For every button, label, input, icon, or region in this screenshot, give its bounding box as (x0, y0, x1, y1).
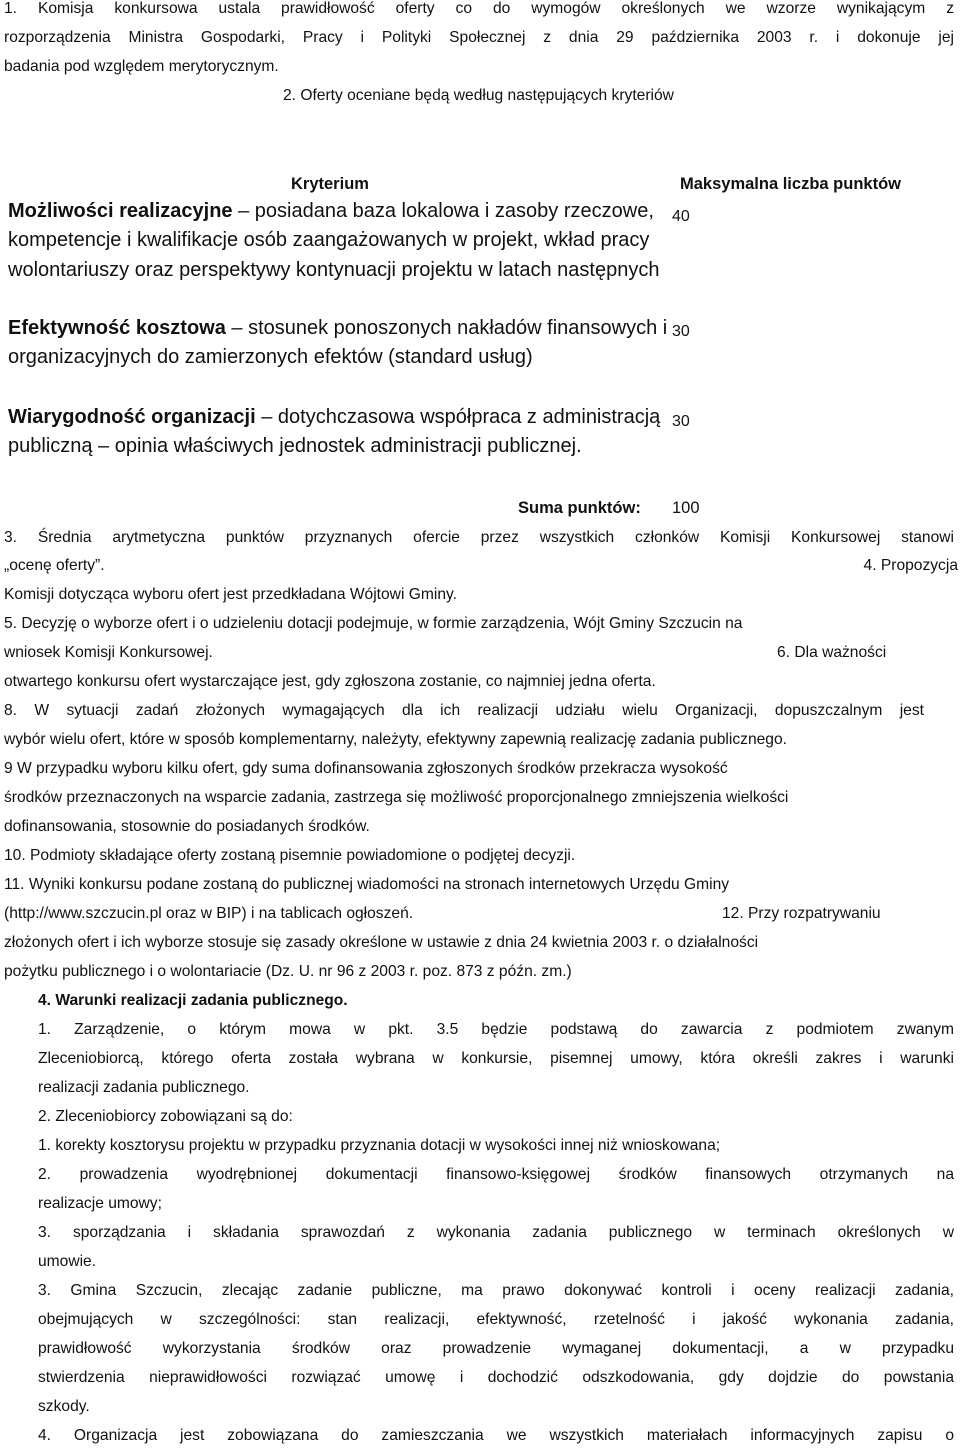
criterion-row-1 (8, 197, 668, 285)
intro-point-2: 2. Oferty oceniane będą według następujących kryteriów (283, 87, 674, 104)
point-5-line-1: 5. Decyzję o wyborze ofert i o udzieleniu dotacji podejmuje, w formie zarządzenia, Wójt Gminy Szczucin na (4, 615, 743, 632)
point-3-4-line (4, 557, 958, 575)
criterion-points-1: 40 (672, 208, 690, 225)
point-9-line-2: środków przeznaczonych na wsparcie zadania, zastrzega się możliwość proporcjonalnego zmniejszenia wielkości (4, 789, 789, 806)
point-5-line-2: wniosek Komisji Konkursowej. (4, 644, 213, 661)
section-4-3-line-3: prawidłowość wykorzystania środków oraz prowadzenie wymaganej dokumentacji, a w przypadku (38, 1340, 954, 1357)
point-4-line-1: 4. Propozycja (863, 557, 958, 574)
table-header-points: Maksymalna liczba punktów (680, 175, 901, 193)
section-4-2-item-3-line-1: 3. sporządzania i składania sprawozdań z wykonania zadania publicznego w terminach określonych w (38, 1224, 954, 1241)
section-4-2-item-2-line-2: realizacje umowy; (38, 1195, 162, 1212)
sum-label: Suma punktów: (518, 499, 641, 517)
point-12-line-1: 12. Przy rozpatrywaniu (722, 905, 881, 922)
point-11-12-line (4, 905, 914, 923)
section-4-3-line-1: 3. Gmina Szczucin, zlecając zadanie publiczne, ma prawo dokonywać kontroli i oceny realizacji zadania, (38, 1282, 954, 1299)
criterion-row-3 (8, 403, 668, 462)
point-12-line-2: złożonych ofert i ich wyborze stosuje się zasady określone w ustawie z dnia 24 kwietnia 2003 r. o działalności (4, 934, 759, 951)
section-4-3-line-2: obejmujących w szczególności: stan realizacji, efektywność, rzetelność i jakość wykonania zadania, (38, 1311, 954, 1328)
point-3-line-1: 3. Średnia arytmetyczna punktów przyznanych ofercie przez wszystkich członków Komisji Konkursowej stanowi (4, 529, 954, 546)
point-5-6-line (4, 644, 912, 662)
criterion-points-3: 30 (672, 413, 690, 430)
section-4-2-item-3-line-2: umowie. (38, 1253, 97, 1270)
point-9-line-3: dofinansowania, stosownie do posiadanych środków. (4, 818, 370, 835)
section-4-1-line-1: 1. Zarządzenie, o którym mowa w pkt. 3.5 będzie podstawą do zawarcia z podmiotem zwanym (38, 1021, 954, 1038)
criterion-name: Możliwości realizacyjne (8, 200, 233, 222)
section-4-3-line-5: szkody. (38, 1398, 90, 1415)
point-4-line-2: Komisji dotycząca wyboru ofert jest przedkładana Wójtowi Gminy. (4, 586, 457, 603)
criterion-points-2: 30 (672, 323, 690, 340)
point-10: 10. Podmioty składające oferty zostaną pisemnie powiadomione o podjętej decyzji. (4, 847, 576, 864)
point-11-line-2: (http://www.szczucin.pl oraz w BIP) i na tablicach ogłoszeń. (4, 905, 414, 922)
intro-line-1: 1. Komisja konkursowa ustala prawidłowość oferty co do wymogów określonych we wzorze wynikającym z (4, 0, 954, 17)
section-4-4-line-1: 4. Organizacja jest zobowiązana do zamieszczania we wszystkich materiałach informacyjnych zapisu o (38, 1427, 954, 1444)
point-8-line-2: wybór wielu ofert, które w sposób komplementarny, należyty, efektywny zapewnią realizację zadania publicznego. (4, 731, 787, 748)
criterion-description: – posiadana baza lokalowa i zasoby rzeczowe, kompetencje i kwalifikacje osób zaangażowanych w projekt, wkład pracy wolontariuszy oraz perspektywy kontynuacji projektu w latach następnych (8, 200, 660, 281)
criterion-description: – dotychczasowa współpraca z administracją publiczną – opinia właściwych jednostek administracji publicznej. (8, 406, 661, 458)
criterion-name: Efektywność kosztowa (8, 317, 226, 339)
point-6-line-2: otwartego konkursu ofert wystarczające jest, gdy zgłoszona zostanie, co najmniej jedna oferta. (4, 673, 656, 690)
intro-line-2: rozporządzenia Ministra Gospodarki, Pracy i Polityki Społecznej z dnia 29 października 2003 r. i dokonuje jej (4, 29, 954, 46)
section-4-1-line-2: Zleceniobiorcą, którego oferta została wybrana w konkursie, pisemnej umowy, która określi zakres i warunki (38, 1050, 954, 1067)
section-4-3-line-4: stwierdzenia nieprawidłowości rozwiązać umowę i dochodzić odszkodowania, gdy dojdzie do powstania (38, 1369, 954, 1386)
sum-value: 100 (672, 499, 700, 517)
point-3-line-2: „ocenę oferty”. (4, 557, 105, 574)
section-4-1-line-3: realizacji zadania publicznego. (38, 1079, 250, 1096)
point-12-line-3: pożytku publicznego i o wolontariacie (Dz. U. nr 96 z 2003 r. poz. 873 z późn. zm.) (4, 963, 572, 980)
point-11-line-1: 11. Wyniki konkursu podane zostaną do publicznej wiadomości na stronach internetowych Urzędu Gminy (4, 876, 730, 893)
criterion-description: – stosunek ponoszonych nakładów finansowych i organizacyjnych do zamierzonych efektów (standard usług) (8, 317, 668, 369)
intro-line-3: badania pod względem merytorycznym. (4, 58, 279, 75)
point-9-line-1: 9 W przypadku wyboru kilku ofert, gdy suma dofinansowania zgłoszonych środków przekracza wysokość (4, 760, 728, 777)
section-4-2-item-2-line-1: 2. prowadzenia wyodrębnionej dokumentacji finansowo-księgowej środków finansowych otrzymanych na (38, 1166, 954, 1183)
criterion-name: Wiarygodność organizacji (8, 406, 256, 428)
criterion-row-2 (8, 314, 668, 373)
section-4-2: 2. Zleceniobiorcy zobowiązani są do: (38, 1108, 293, 1125)
point-8-line-1: 8. W sytuacji zadań złożonych wymagających dla ich realizacji udziału wielu Organizacji, dopuszczalnym jest (4, 702, 924, 719)
section-4-heading: 4. Warunki realizacji zadania publicznego. (38, 992, 348, 1009)
point-6-line-1: 6. Dla ważności (777, 644, 887, 661)
section-4-2-item-1: 1. korekty kosztorysu projektu w przypadku przyznania dotacji w wysokości innej niż wnioskowana; (38, 1137, 721, 1154)
table-header-criterion: Kryterium (291, 175, 369, 193)
